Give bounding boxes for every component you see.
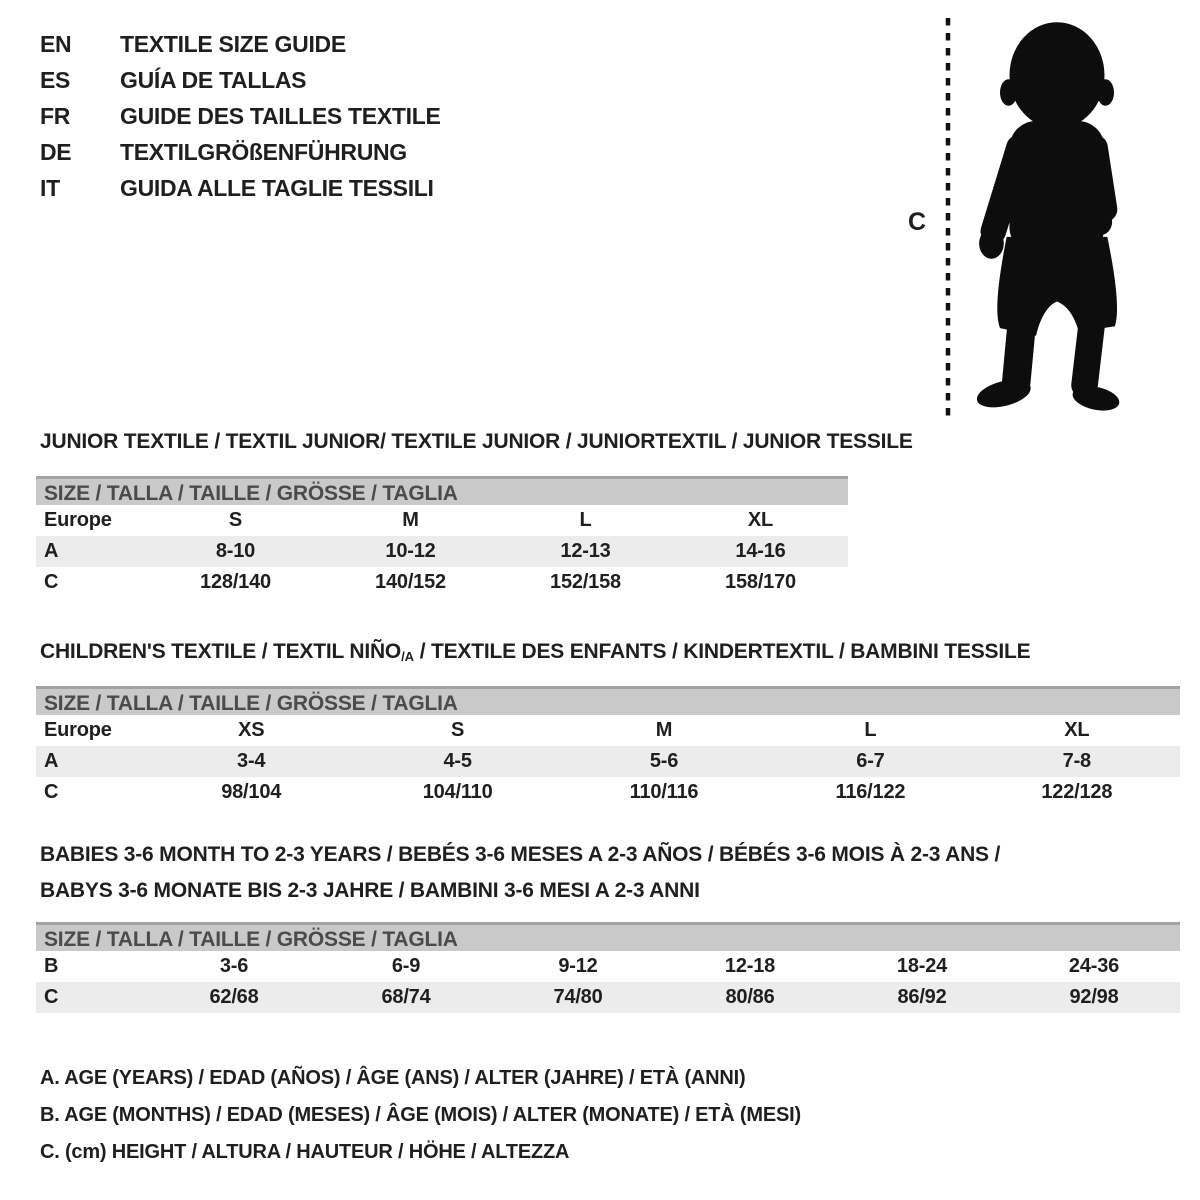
language-title: GUIDA ALLE TAGLIE TESSILI (120, 175, 434, 201)
height-measure-line (944, 14, 952, 420)
babies-section-title-line2: BABYS 3-6 MONATE BIS 2-3 JAHRE / BAMBINI 3-6 MESI A 2-3 ANNI (40, 879, 700, 902)
table-row (36, 777, 1180, 808)
size-cell: 68/74 (381, 986, 431, 1008)
size-cell: 18-24 (896, 955, 948, 977)
size-cell: 5-6 (649, 750, 679, 772)
children-size-table (36, 686, 1180, 808)
size-cell: 8-10 (215, 540, 256, 562)
language-code: ES (40, 67, 71, 93)
language-title-list (40, 26, 441, 206)
row-label: A (44, 750, 59, 772)
size-cell: 98/104 (221, 781, 282, 803)
children-title-main: CHILDREN'S TEXTILE / TEXTIL NIÑO (40, 640, 402, 663)
legend-line-b: B. AGE (MONTHS) / EDAD (MESES) / ÂGE (MOIS) / ALTER (MONATE) / ETÀ (MESI) (40, 1104, 801, 1126)
row-label: B (44, 955, 59, 977)
junior-section-title: JUNIOR TEXTILE / TEXTIL JUNIOR/ TEXTILE JUNIOR / JUNIORTEXTIL / JUNIOR TESSILE (40, 430, 913, 453)
size-cell: 80/86 (725, 986, 775, 1008)
row-label: Europe (44, 719, 112, 741)
size-header-bar: SIZE / TALLA / TAILLE / GRÖSSE / TAGLIA (36, 686, 1180, 715)
size-cell: 62/68 (209, 986, 259, 1008)
size-cell: 3-4 (237, 750, 266, 772)
size-cell: 122/128 (1041, 781, 1113, 803)
size-cell: 110/116 (629, 781, 699, 803)
size-cell: 3-6 (219, 955, 249, 977)
legend-line-a: A. AGE (YEARS) / EDAD (AÑOS) / ÂGE (ANS) / ALTER (JAHRE) / ETÀ (ANNI) (40, 1067, 746, 1089)
size-cell: 24-36 (1068, 955, 1120, 977)
size-cell: M (655, 719, 673, 741)
size-cell: XL (747, 509, 774, 531)
size-cell: S (451, 719, 465, 741)
size-cell: 6-9 (391, 955, 421, 977)
size-header-bar: SIZE / TALLA / TAILLE / GRÖSSE / TAGLIA (36, 922, 1180, 951)
measure-legend (40, 1060, 801, 1171)
size-cell: 10-12 (385, 540, 436, 562)
babies-size-table (36, 922, 1180, 1013)
size-cell: XS (238, 719, 265, 741)
language-title: TEXTILE SIZE GUIDE (120, 31, 346, 57)
size-cell: 4-5 (443, 750, 472, 772)
legend-line-c: C. (cm) HEIGHT / ALTURA / HAUTEUR / HÖHE / ALTEZZA (40, 1141, 570, 1163)
size-cell: 74/80 (553, 986, 603, 1008)
children-title-rest: / TEXTILE DES ENFANTS / KINDERTEXTIL / BAMBINI TESSILE (414, 640, 1031, 663)
size-cell: 6-7 (856, 750, 885, 772)
language-title: GUIDE DES TAILLES TEXTILE (120, 103, 441, 129)
size-cell: 9-12 (558, 955, 598, 977)
size-cell: 104/110 (422, 781, 493, 803)
table-row (36, 951, 1180, 982)
size-cell: M (402, 509, 419, 531)
table-row (36, 746, 1180, 777)
children-title-subscript: /A (401, 649, 415, 664)
size-cell: 7-8 (1062, 750, 1091, 772)
table-row (36, 982, 1180, 1013)
size-cell: XL (1064, 719, 1090, 741)
table-row (36, 715, 1180, 746)
size-cell: 12-18 (724, 955, 776, 977)
toddler-silhouette-icon (962, 12, 1152, 420)
size-cell: 86/92 (897, 986, 947, 1008)
row-label: Europe (44, 509, 112, 531)
size-cell: L (579, 509, 592, 531)
size-cell: 158/170 (725, 571, 796, 593)
row-label: A (44, 540, 59, 562)
row-label: C (44, 781, 59, 803)
babies-section-title-line1: BABIES 3-6 MONTH TO 2-3 YEARS / BEBÉS 3-6 MESES A 2-3 AÑOS / BÉBÉS 3-6 MOIS À 2-3 ANS / (40, 843, 1001, 866)
language-code: IT (40, 175, 60, 201)
size-cell: 128/140 (200, 571, 271, 593)
children-section-title (40, 640, 1030, 664)
row-label: C (44, 571, 59, 593)
size-cell: 116/122 (835, 781, 906, 803)
table-row (36, 567, 848, 598)
size-header-bar: SIZE / TALLA / TAILLE / GRÖSSE / TAGLIA (36, 476, 848, 505)
language-code: DE (40, 139, 72, 165)
row-label: C (44, 986, 59, 1008)
language-title: GUÍA DE TALLAS (120, 67, 307, 93)
table-row (36, 536, 848, 567)
language-code: EN (40, 31, 72, 57)
language-code: FR (40, 103, 71, 129)
size-cell: S (228, 509, 243, 531)
size-cell: 92/98 (1069, 986, 1119, 1008)
size-cell: 140/152 (375, 571, 446, 593)
language-title: TEXTILGRÖßENFÜHRUNG (120, 139, 407, 165)
size-cell: 152/158 (550, 571, 621, 593)
size-cell: 12-13 (560, 540, 611, 562)
size-cell: 14-16 (735, 540, 786, 562)
size-cell: L (864, 719, 877, 741)
table-row (36, 505, 848, 536)
height-measure-label: C (908, 208, 927, 236)
junior-size-table (36, 476, 848, 598)
